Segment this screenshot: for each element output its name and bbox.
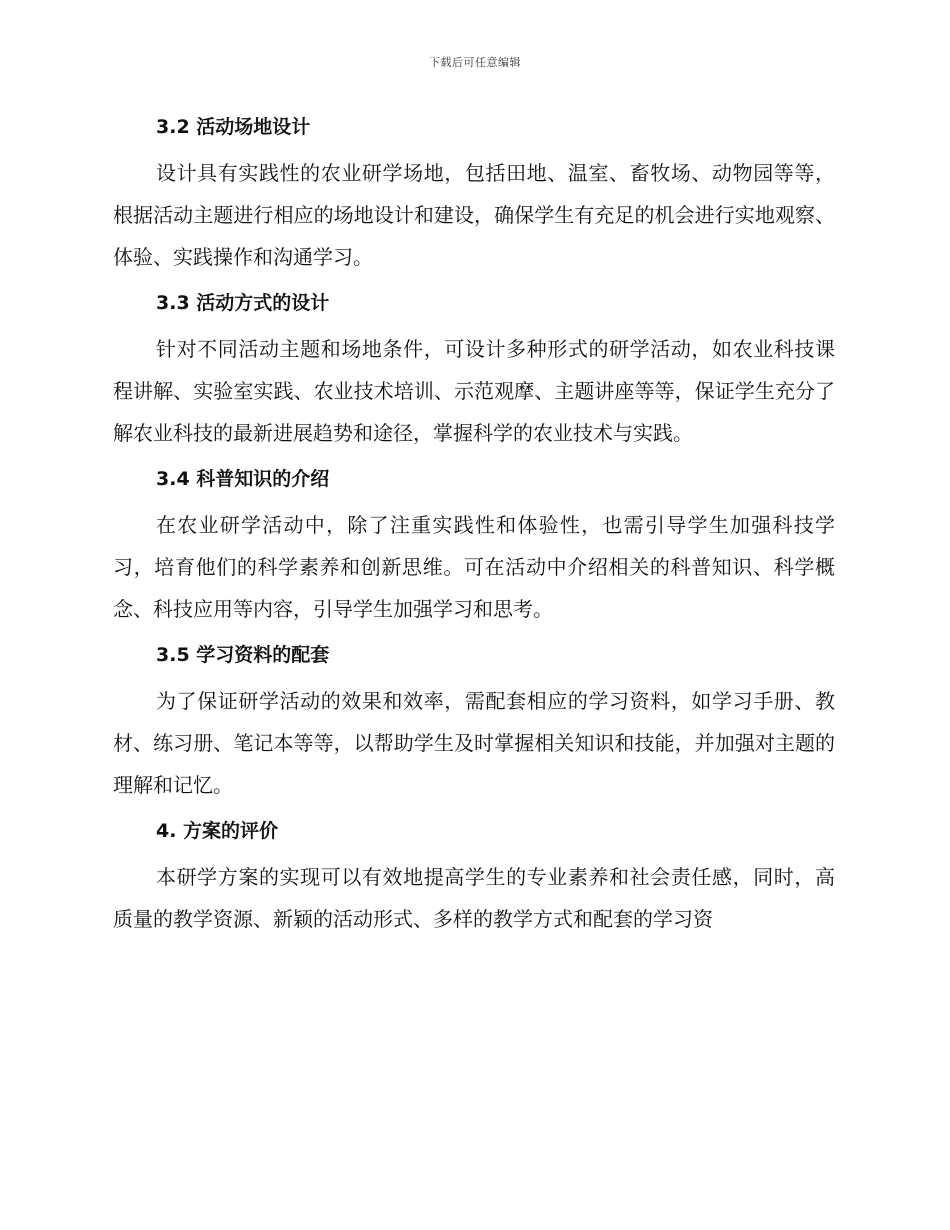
section-3-5 [113,636,835,806]
section-3-2 [113,108,835,278]
section-4 [113,812,835,940]
section-heading: 3.5 学习资料的配套 [156,644,330,666]
page-header: 下载后可任意编辑 [429,56,521,69]
section-paragraph: 本研学方案的实现可以有效地提高学生的专业素养和社会责任感，同时，高质量的教学资源、新颖的活动形式、多样的教学方式和配套的学习资 [113,865,835,931]
section-heading: 4. 方案的评价 [156,820,279,842]
section-paragraph: 针对不同活动主题和场地条件，可设计多种形式的研学活动，如农业科技课程讲解、实验室实践、农业技术培训、示范观摩、主题讲座等等，保证学生充分了解农业科技的最新进展趋势和途径，掌握科学的农业技术与实践。 [113,337,835,445]
section-paragraph: 为了保证研学活动的效果和效率，需配套相应的学习资料，如学习手册、教材、练习册、笔记本等等，以帮助学生及时掌握相关知识和技能，并加强对主题的理解和记忆。 [113,689,835,797]
section-heading: 3.3 活动方式的设计 [156,292,330,314]
section-paragraph: 设计具有实践性的农业研学场地，包括田地、温室、畜牧场、动物园等等，根据活动主题进行相应的场地设计和建设，确保学生有充足的机会进行实地观察、体验、实践操作和沟通学习。 [113,161,835,269]
section-3-4 [113,460,835,630]
section-paragraph: 在农业研学活动中，除了注重实践性和体验性，也需引导学生加强科技学习，培育他们的科学素养和创新思维。可在活动中介绍相关的科普知识、科学概念、科技应用等内容，引导学生加强学习和思考。 [113,513,835,621]
section-heading: 3.4 科普知识的介绍 [156,468,330,490]
section-heading: 3.2 活动场地设计 [156,116,311,138]
section-3-3 [113,284,835,454]
document-body [113,108,835,946]
